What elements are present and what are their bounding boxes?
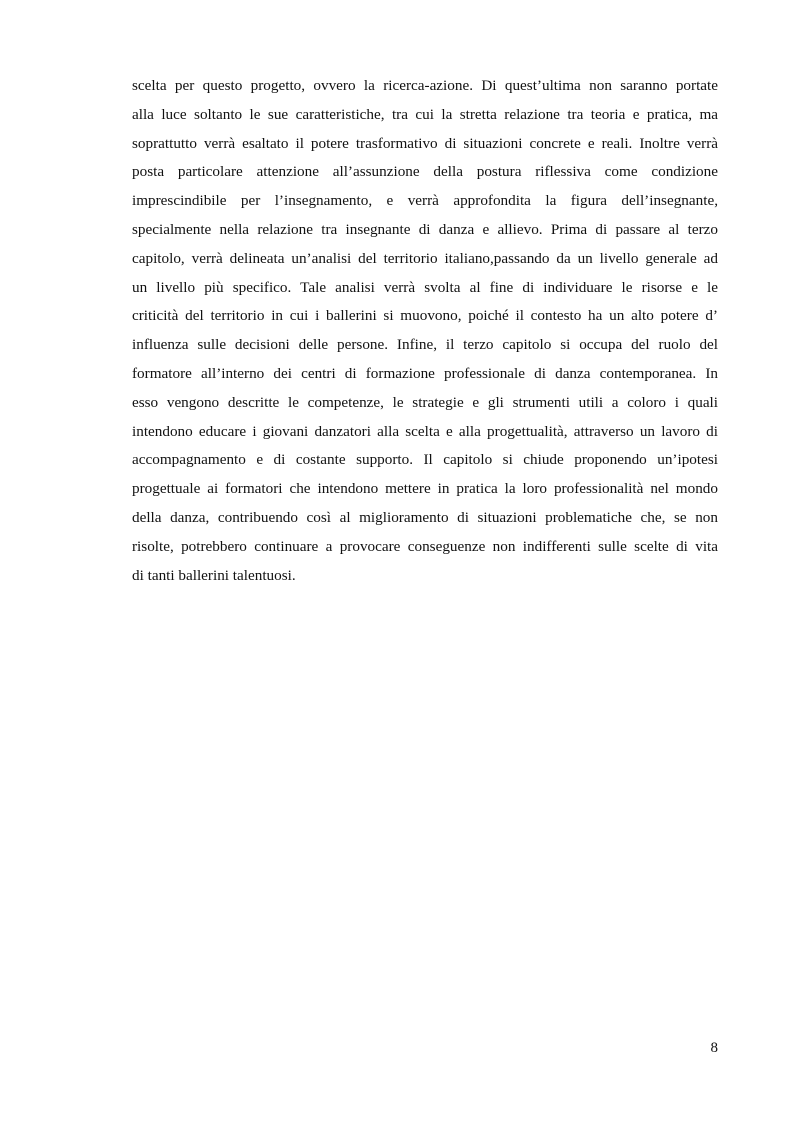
paragraph-line: un livello più specifico. Tale analisi verrà svolta al fine di individuare le risorse e le [132, 278, 718, 296]
paragraph-line: esso vengono descritte le competenze, le strategie e gli strumenti utili a coloro i quali [132, 393, 718, 411]
page-number: 8 [710, 1040, 718, 1056]
paragraph-line: capitolo, verrà delineata un’analisi del territorio italiano,passando da un livello generale ad [132, 249, 718, 267]
paragraph-line: influenza sulle decisioni delle persone. Infine, il terzo capitolo si occupa del ruolo del [132, 336, 718, 354]
paragraph-line: progettuale ai formatori che intendono mettere in pratica la loro professionalità nel mondo [132, 480, 718, 498]
body-paragraph [132, 72, 718, 590]
paragraph-line: della danza, contribuendo così al miglioramento di situazioni problematiche che, se non [132, 508, 718, 526]
paragraph-line: specialmente nella relazione tra insegnante di danza e allievo. Prima di passare al terzo [132, 220, 718, 238]
paragraph-line: intendono educare i giovani danzatori alla scelta e alla progettualità, attraverso un lavoro di [132, 422, 718, 440]
paragraph-line: accompagnamento e di costante supporto. Il capitolo si chiude proponendo un’ipotesi [132, 451, 718, 469]
paragraph-line: soprattutto verrà esaltato il potere trasformativo di situazioni concrete e reali. Inoltre verrà [132, 134, 718, 152]
paragraph-line: imprescindibile per l’insegnamento, e verrà approfondita la figura dell’insegnante, [132, 192, 718, 210]
paragraph-line: risolte, potrebbero continuare a provocare conseguenze non indifferenti sulle scelte di vita [132, 537, 718, 555]
paragraph-line: posta particolare attenzione all’assunzione della postura riflessiva come condizione [132, 163, 718, 181]
paragraph-line: alla luce soltanto le sue caratteristiche, tra cui la stretta relazione tra teoria e pratica, ma [132, 105, 718, 123]
paragraph-line: di tanti ballerini talentuosi. [132, 566, 296, 584]
paragraph-line: scelta per questo progetto, ovvero la ricerca-azione. Di quest’ultima non saranno portate [132, 77, 718, 94]
paragraph-line: formatore all’interno dei centri di formazione professionale di danza contemporanea. In [132, 364, 718, 382]
paragraph-line: criticità del territorio in cui i ballerini si muovono, poiché il contesto ha un alto potere d’ [132, 307, 718, 325]
